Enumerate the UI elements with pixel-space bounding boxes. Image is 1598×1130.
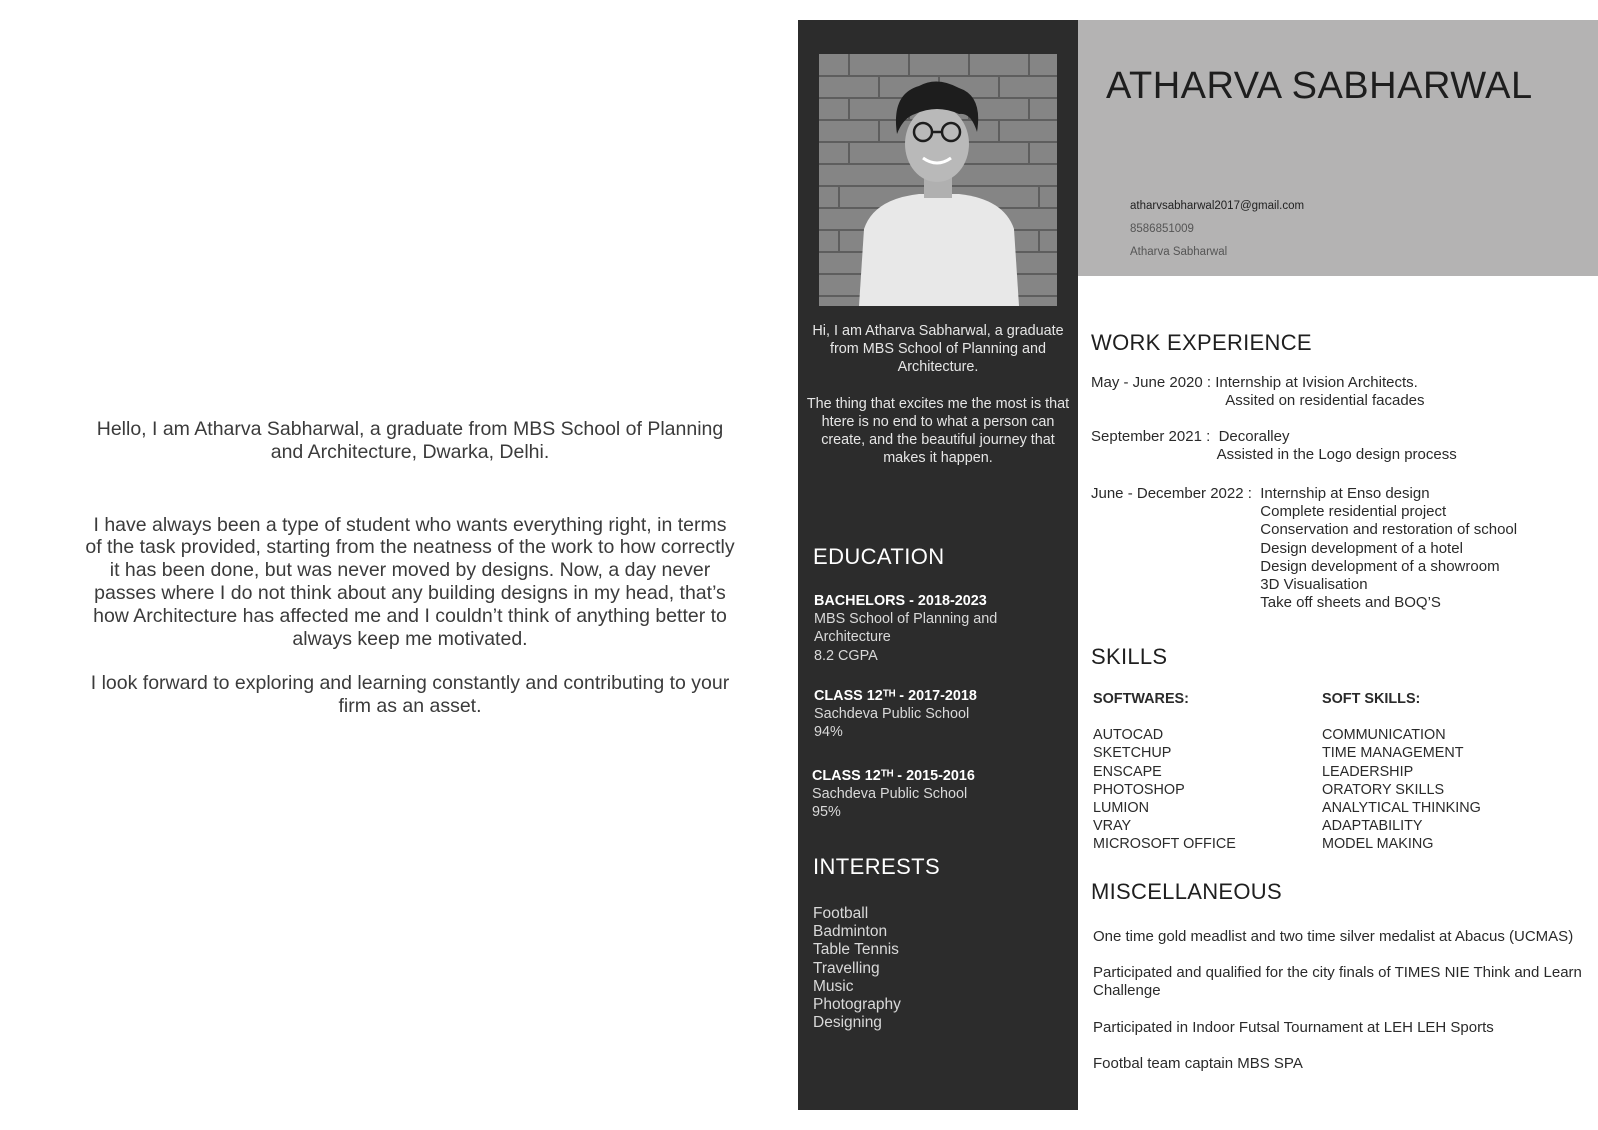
software-item: SKETCHUP xyxy=(1093,745,1172,762)
softwares-column xyxy=(1093,690,1236,854)
work-detail: Design development of a showroom xyxy=(1260,557,1500,575)
interest-item: Music xyxy=(813,977,854,995)
work-entry xyxy=(1091,374,1581,410)
interest-item: Football xyxy=(813,905,869,922)
education-score: 8.2 CGPA xyxy=(814,647,878,664)
work-period: May - June 2020 : xyxy=(1091,374,1216,391)
header-band xyxy=(1078,20,1598,276)
software-item: MICROSOFT OFFICE xyxy=(1093,836,1236,853)
software-item: ENSCAPE xyxy=(1093,763,1162,780)
work-detail: Internship at Enso design xyxy=(1260,485,1430,502)
work-detail: 3D Visualisation xyxy=(1260,576,1368,594)
soft-skills-heading: SOFT SKILLS: xyxy=(1322,691,1421,707)
profile-photo xyxy=(819,54,1057,306)
interest-item: Table Tennis xyxy=(813,941,899,959)
work-detail: Complete residential project xyxy=(1260,503,1447,521)
soft-skill-item: ANALYTICAL THINKING xyxy=(1322,800,1481,817)
miscellaneous-heading: MISCELLANEOUS xyxy=(1091,879,1282,904)
bio-passion: The thing that excites me the most is that htere is no end to what a person can create, and the beautiful journey that makes it happen. xyxy=(806,395,1070,467)
software-item: AUTOCAD xyxy=(1093,727,1164,744)
education-school: MBS School of Planning and Architecture xyxy=(814,611,998,646)
intro-paragraph: I look forward to exploring and learning constantly and contributing to your firm as an asset. xyxy=(90,672,730,718)
candidate-name: ATHARVA SABHARWAL xyxy=(1106,65,1533,107)
work-detail: Internship at Ivision Architects. xyxy=(1215,374,1418,391)
work-entry xyxy=(1091,428,1581,464)
work-detail: Decoralley xyxy=(1218,428,1290,445)
interest-item: Badminton xyxy=(813,923,888,941)
interest-item: Photography xyxy=(813,996,901,1014)
software-item: VRAY xyxy=(1093,818,1132,835)
interest-item: Designing xyxy=(813,1014,882,1032)
education-school: Sachdeva Public School xyxy=(814,706,970,723)
software-item: PHOTOSHOP xyxy=(1093,781,1185,798)
misc-item: Participated and qualified for the city finals of TIMES NIE Think and Learn Challenge xyxy=(1093,964,1582,1000)
education-entry xyxy=(814,687,1064,742)
work-detail: Conservation and restoration of school xyxy=(1260,521,1518,539)
interests-heading: INTERESTS xyxy=(813,854,941,879)
soft-skill-item: MODEL MAKING xyxy=(1322,836,1434,853)
bio-intro: Hi, I am Atharva Sabharwal, a graduate from MBS School of Planning and Architecture. xyxy=(812,323,1064,376)
work-detail: Assited on residential facades xyxy=(1225,392,1425,410)
soft-skill-item: ADAPTABILITY xyxy=(1322,818,1423,835)
work-detail: Assisted in the Logo design process xyxy=(1216,446,1457,464)
education-score: 94% xyxy=(814,724,843,741)
sidebar xyxy=(798,20,1078,1110)
education-heading: EDUCATION xyxy=(813,544,945,569)
education-entry xyxy=(814,592,1064,665)
misc-item: One time gold meadlist and two time silver medalist at Abacus (UCMAS) xyxy=(1093,928,1574,945)
work-entry xyxy=(1091,485,1581,612)
phone-text: 8586851009 xyxy=(1130,223,1194,235)
soft-skill-item: COMMUNICATION xyxy=(1322,727,1446,744)
miscellaneous-list xyxy=(1093,928,1583,1091)
soft-skills-column xyxy=(1322,690,1481,854)
work-experience-heading: WORK EXPERIENCE xyxy=(1091,330,1312,355)
email-text: atharvsabharwal2017@gmail.com xyxy=(1130,200,1305,212)
misc-item: Participated in Indoor Futsal Tournament at LEH LEH Sports xyxy=(1093,1018,1494,1036)
misc-item: Footbal team captain MBS SPA xyxy=(1093,1054,1303,1072)
social-handle: Atharva Sabharwal xyxy=(1130,246,1228,258)
education-school: Sachdeva Public School xyxy=(812,786,968,803)
bio xyxy=(806,322,1070,467)
education-entry xyxy=(812,767,1062,822)
work-detail: Design development of a hotel xyxy=(1260,539,1463,557)
intro-paragraph: I have always been a type of student who wants everything right, in terms of the task provided, starting from the neatness of the work to how correctly it has been done, but was never moved by designs. Now, a day never passes where I do not think about any building designs in my head, that’s how Architecture has affected me and I couldn’t think of anything better to always keep me motivated. xyxy=(85,513,735,650)
work-period: June - December 2022 : xyxy=(1091,485,1261,502)
work-detail: Take off sheets and BOQ’S xyxy=(1260,594,1441,612)
skills-heading: SKILLS xyxy=(1091,644,1168,669)
intro-text xyxy=(85,418,735,718)
education-score: 95% xyxy=(812,804,841,821)
interest-item: Travelling xyxy=(813,959,880,977)
soft-skill-item: TIME MANAGEMENT xyxy=(1322,745,1464,762)
soft-skill-item: ORATORY SKILLS xyxy=(1322,781,1445,798)
soft-skill-item: LEADERSHIP xyxy=(1322,763,1414,780)
software-item: LUMION xyxy=(1093,800,1149,817)
intro-greeting: Hello, I am Atharva Sabharwal, a graduate from MBS School of Planning and Architecture, Dwarka, Delhi. xyxy=(96,418,724,463)
softwares-heading: SOFTWARES: xyxy=(1093,691,1189,707)
education-title: CLASS 12ᵀᴴ - 2017-2018 xyxy=(814,688,977,704)
education-title: CLASS 12ᵀᴴ - 2015-2016 xyxy=(812,768,975,784)
education-title: BACHELORS - 2018-2023 xyxy=(814,593,987,609)
work-period: September 2021 : xyxy=(1091,428,1219,445)
interests-list xyxy=(813,905,901,1032)
